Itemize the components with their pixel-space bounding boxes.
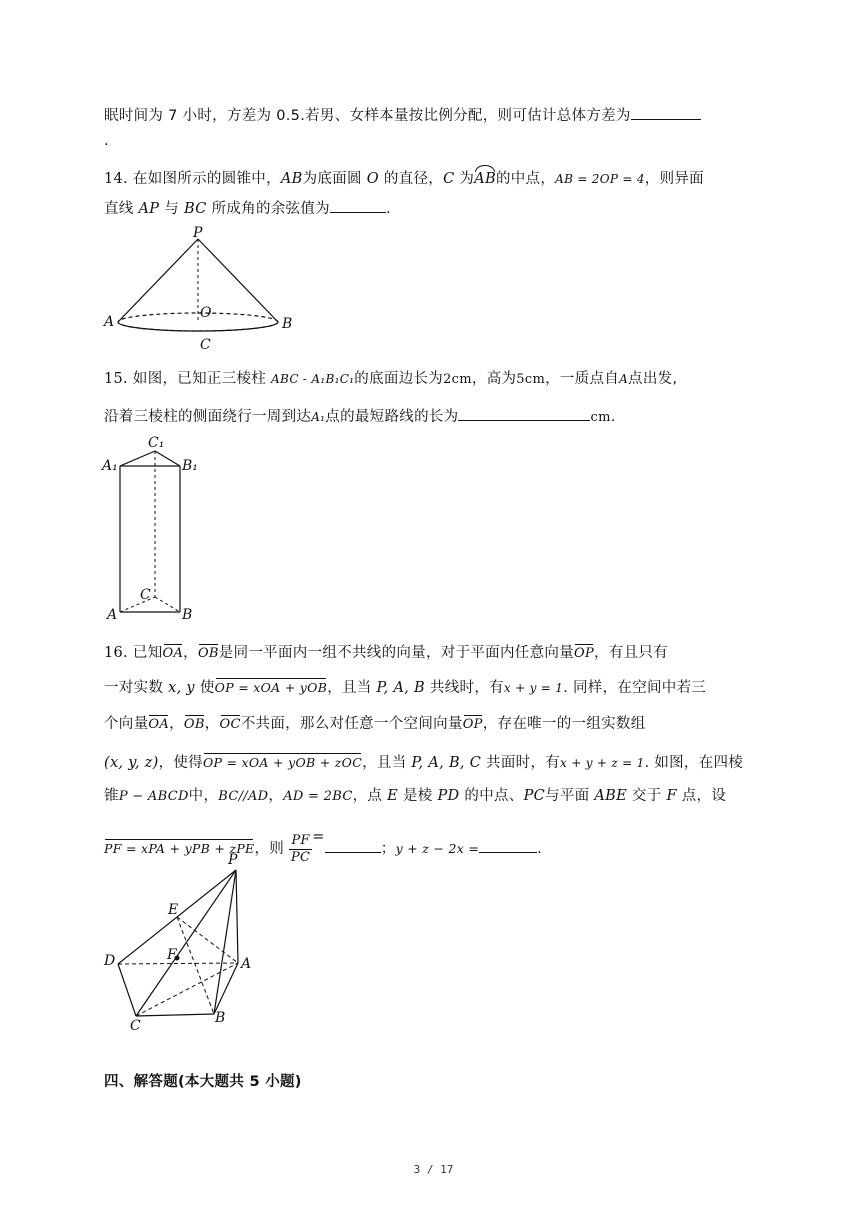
pyramid-figure — [100, 850, 260, 1035]
q16-eq-pf: PF = xPA + yPB + zPE — [104, 838, 254, 860]
q13-period: . — [104, 133, 109, 149]
prism-label-a1: A₁ — [102, 458, 118, 474]
q13-answer-blank[interactable] — [631, 104, 701, 120]
pyramid-label-p: P — [228, 852, 238, 868]
q15-prism: ABC - A₁B₁C₁ — [271, 372, 355, 386]
q16-answer-blank-1[interactable] — [325, 837, 381, 853]
q16-answer-blank-2[interactable] — [479, 837, 537, 853]
prism-label-c1: C₁ — [148, 435, 165, 451]
pyramid-label-f: F — [167, 947, 177, 963]
pyramid-label-e: E — [168, 902, 179, 918]
q15-number: 15. — [104, 371, 128, 387]
cone-label-c: C — [200, 337, 211, 353]
cone-label-a: A — [104, 314, 115, 330]
cone-label-o: O — [200, 305, 212, 321]
q16-line-1: 16. 已知OA，OB是同一平面内一组不共线的向量，对于平面内任意向量OP，有且只有 — [104, 642, 668, 665]
q14-line-2: 直线 AP 与 BC 所成角的余弦值为 . — [104, 197, 391, 220]
cone-figure — [100, 225, 310, 355]
pyramid-label-b: B — [215, 1010, 226, 1026]
q14-condition: AB = 2OP = 4 — [555, 172, 645, 186]
q15-line-2: 沿着三棱柱的侧面绕行一周到达A₁点的最短路线的长为 cm. — [104, 405, 616, 429]
arc-ab: AB — [474, 168, 496, 190]
cone-label-p: P — [193, 225, 203, 241]
pf-pc-fraction: $\frac{PF}{PC}$ — [291, 832, 311, 865]
q16-line-5: 锥P − ABCD中，BC//AD，AD = 2BC，点 E 是棱 PD 的中点、PC与平面 ABE 交于 F 点，设 — [104, 788, 727, 804]
pyramid-label-c: C — [130, 1018, 141, 1034]
pyramid-label-a: A — [241, 956, 252, 972]
pyramid-label-d: D — [104, 953, 116, 969]
q15-line-1: 15. 如图，已知正三棱柱 ABC - A₁B₁C₁的底面边长为2cm，高为5cm，一质点自A点出发, — [104, 371, 678, 387]
q15-answer-blank[interactable] — [458, 405, 590, 421]
q14-line-1: 14. 在如图所示的圆锥中，AB为底面圆 O 的直径，C 为AB的中点，AB = 2OP = 4，则异面 — [104, 168, 704, 190]
prism-label-a: A — [107, 607, 118, 623]
q13-text: 眠时间为 7 小时，方差为 0.5.若男、女样本量按比例分配，则可估计总体方差为 — [104, 108, 631, 124]
prism-label-b1: B₁ — [182, 458, 198, 474]
q16-number: 16. — [104, 645, 128, 661]
q16-line-2: 一对实数 x, y 使OP = xOA + yOB，且当 P, A, B 共线时，有x + y = 1. 同样，在空间中若三 — [104, 677, 706, 699]
prism-label-b: B — [182, 607, 193, 623]
q16-line-4: (x, y, z)，使得OP = xOA + yOB + zOC，且当 P, A, B, C 共面时，有x + y + z = 1. 如图，在四棱 — [104, 752, 743, 774]
page-number: 3 / 17 — [413, 1163, 454, 1176]
q16-eq-3d: OP = xOA + yOB + zOC — [203, 752, 362, 774]
section-heading: 四、解答题(本大题共 5 小题) — [104, 1074, 302, 1090]
q14-answer-blank[interactable] — [330, 197, 386, 213]
prism-figure — [100, 430, 210, 630]
q14-number: 14. — [104, 171, 128, 187]
q16-line-6: PF = xPA + yPB + zPE，则 $\frac{PF}{PC}$ =；y + z − 2x = . — [104, 829, 543, 865]
prism-label-c: C — [140, 587, 151, 603]
cone-label-b: B — [282, 316, 293, 332]
q16-line-3: 个向量OA，OB，OC不共面，那么对任意一个空间向量OP，存在唯一的一组实数组 — [104, 713, 646, 736]
q16-eq-2d: OP = xOA + yOB — [215, 677, 328, 699]
q13-line — [104, 104, 701, 127]
